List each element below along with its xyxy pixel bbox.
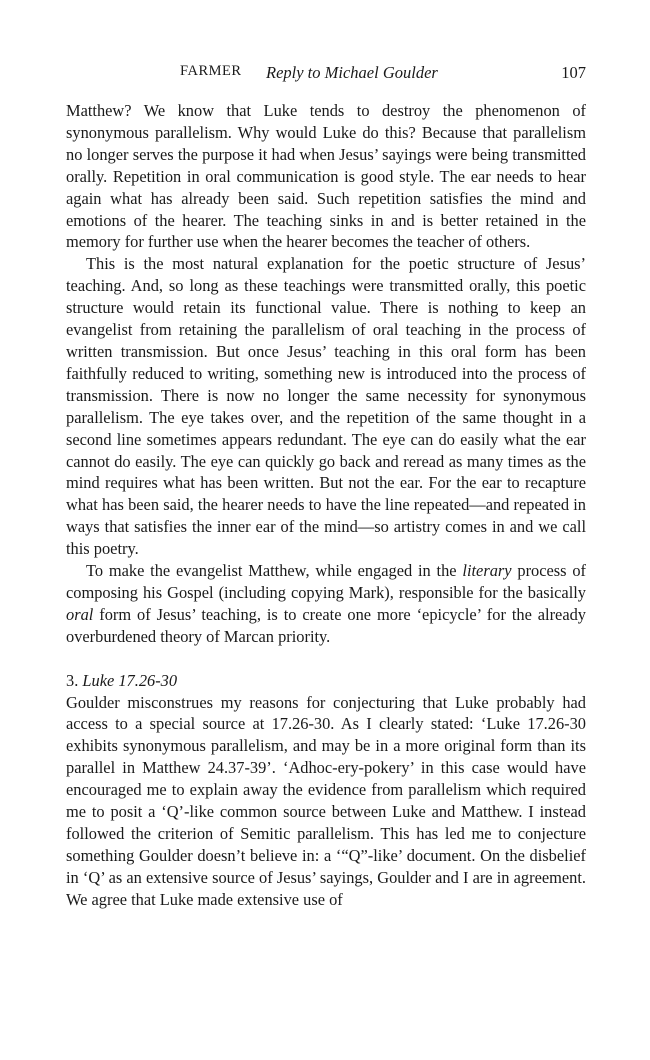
emphasis-oral: oral [66,604,94,624]
emphasis-literary: literary [462,561,512,581]
paragraph-3-part-c: form of Jesus’ teaching, is to create one more ‘epicycle’ for the already overburdened theory of Marcan priority. [66,604,586,646]
running-head-author: FARMER [180,63,242,79]
section-number: 3. [66,670,83,690]
paragraph-3 [66,560,586,648]
paragraph-4: Goulder misconstrues my reasons for conjecturing that Luke probably had access to a special source at 17.26-30. As I clearly stated: ‘Luke 17.26-30 exhibits synonymous parallelism, and may be in a more original form than its parallel in Matthew 24.37-39’. ‘Adhoc-ery-pokery’ in this case would have encouraged me to explain away the evidence from parallelism which required me to posit a ‘Q’-like common source between Luke and Matthew. I instead followed the criterion of Semitic parallelism. This has led me to conjecture something Goulder doesn’t believe in: a ‘“Q”-like’ document. On the disbelief in ‘Q’ as an extensive source of Jesus’ sayings, Goulder and I are in agreement. We agree that Luke made extensive use of [66,692,586,909]
body-text [66,100,586,911]
paragraph-2: This is the most natural explanation for the poetic structure of Jesus’ teaching. And, so long as these teachings were transmitted orally, this poetic structure would retain its functional value. There is nothing to keep an evangelist from retaining the parallelism of oral teaching in the process of written transmission. But once Jesus’ teaching in this oral form has been faithfully reduced to writing, something new is introduced into the process of transmission. There is now no longer the same necessity for synonymous parallelism. The eye takes over, and the repetition of the same thought in a second line sometimes appears redundant. The eye can do easily what the ear cannot do easily. The eye can quickly go back and reread as many times as the mind requires what has been written. But not the ear. For the ear to recapture what has been said, the hearer needs to have the line repeated—and repeated in ways that satisfies the inner ear of the mind—so artistry comes in and we call this poetry. [66,254,586,559]
running-head-title: Reply to Michael Goulder [266,63,438,82]
section-title: Luke 17.26-30 [82,670,178,690]
running-head [66,63,586,87]
paragraph-1: Matthew? We know that Luke tends to destroy the phenomenon of synonymous parallelism. Why would Luke do this? Because that parallelism no longer serves the purpose it had when Jesus’ sayings were being transmitted orally. Repetition in oral communication is good style. The ear needs to hear again what has already been said. Such repetition satisfies the mind and emotions of the hearer. The teaching sinks in and is better retained in the memory for further use when the hearer becomes the teacher of others. [66,101,586,252]
section-heading [66,670,586,692]
paragraph-3-part-b: process of composing his Gospel (including copying Mark), responsible for the basically [66,561,586,602]
paragraph-3-part-a: To make the evangelist Matthew, while engaged in the [86,561,463,581]
page-number: 107 [561,63,586,82]
